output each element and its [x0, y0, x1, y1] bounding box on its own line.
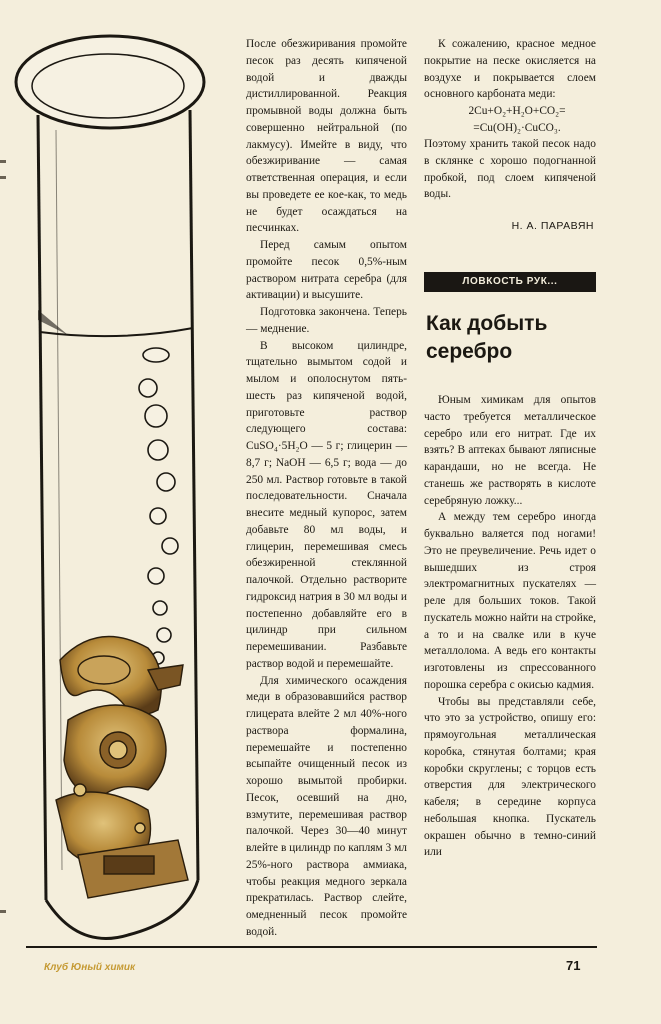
paragraph: В высоком цилиндре, тщательно вымытом содой и мылом и ополоснутом пять-шесть раз кипяченой водой, приготовьте раствор следующего состава: CuSO₄·5H₂O — 5 г; глицерин — 8,7 г; NaOH — 6,5 г; вода — до 250 мл. Раствор готовьте в такой последовательности. Сначала внесите медный купорос, затем добавьте 80 мл воды, и глицерин, перемешивая смесь обезжиренной стеклянной палочкой. Отдельно растворите гидроксид натрия в 30 мл воды и постепенно добавляйте его в цилиндр при сильном перемешивании. Разбавьте раствор водой и перемешайте.: [246, 339, 407, 670]
paragraph: После обезжиривания промойте песок раз десять кипяченой водой и дважды дистиллированной. Реакция промывной воды должна быть совершенно нейтральной (по лакмусу). Имейте в виду, что обезжиривание — самая ответственная операция, и если вы проведете ее кое-как, то медь не будет осаждаться на песчинках.: [246, 38, 407, 235]
test-tube-illustration: [8, 20, 230, 950]
article-column-1: [246, 36, 407, 941]
magazine-brand: Клуб Юный химик: [44, 962, 136, 973]
margin-mark: [0, 160, 6, 163]
footer-rule: [26, 946, 597, 948]
chemical-equation-line-1: 2Cu+O₂+H₂O+CO₂=: [468, 105, 566, 117]
page-number: 71: [566, 958, 581, 973]
article-author: Н. А. ПАРАВЯН: [511, 220, 594, 232]
article-headline: Как добыть серебро: [426, 312, 548, 363]
paragraph: Для химического осаждения меди в образовавшийся раствор глицерата влейте 2 мл 40%-ного раствора формалина, перемешайте и постепенно всыпайте очищенный песок из хорошо вымытой пробирки. Песок, осевший на дно, взмутите, перемешивая раствор палочкой. Через 30—40 минут влейте в цилиндр по каплям 3 мл 25%-ного раствора аммиака, чтобы реакция медного зеркала прекратилась. Раствор слейте, омедненный песок промойте водой.: [246, 674, 407, 938]
article-column-2: [424, 36, 596, 203]
section-rubric: ЛОВКОСТЬ РУК...: [424, 272, 596, 292]
paragraph: А между тем серебро иногда буквально валяется под ногами! Это не преувеличение. Речь идет о вышедших из строя электромагнитных пускателях — реле для больших токов. Такой пускатель можно найти на стройке, а то и на свалке или в куче металлолома. А ведь его контакты изготовлены из спрессованного порошка серебра с окисью кадмия.: [424, 511, 596, 691]
chemical-equation-line-2: =Cu(OH)₂·CuCO₃.: [473, 121, 561, 134]
paragraph: Подготовка закончена. Теперь — меднение.: [246, 306, 407, 335]
paragraph: Поэтому хранить такой песок надо в склянке с хорошо подогнанной пробкой, под слоем кипяченой воды.: [424, 138, 596, 201]
article-column-3: [424, 392, 596, 861]
margin-mark: [0, 176, 6, 179]
margin-mark: [0, 910, 6, 913]
paragraph: Чтобы вы представляли себе, что это за устройство, опишу его: прямоугольная металлическая коробка, стянутая болтами; края коробки скруглены; с торцов есть отверстия для электрического кабеля; в середине корпуса небольшая кнопка. Пускатель окрашен обычно в темно-синий или: [424, 695, 596, 859]
paragraph: Перед самым опытом промойте песок 0,5%-ным раствором нитрата серебра (для активации) и высушите.: [246, 239, 407, 302]
paragraph: К сожалению, красное медное покрытие на песке окисляется на воздухе и покрывается слоем основного карбоната меди:: [424, 38, 596, 101]
paragraph: Юным химикам для опытов часто требуется металлическое серебро или его нитрат. Где их взять? В аптеках бывают ляписные карандаши, но не всегда. Не станешь же растворять в кислоте серебряную ложку...: [424, 394, 596, 507]
